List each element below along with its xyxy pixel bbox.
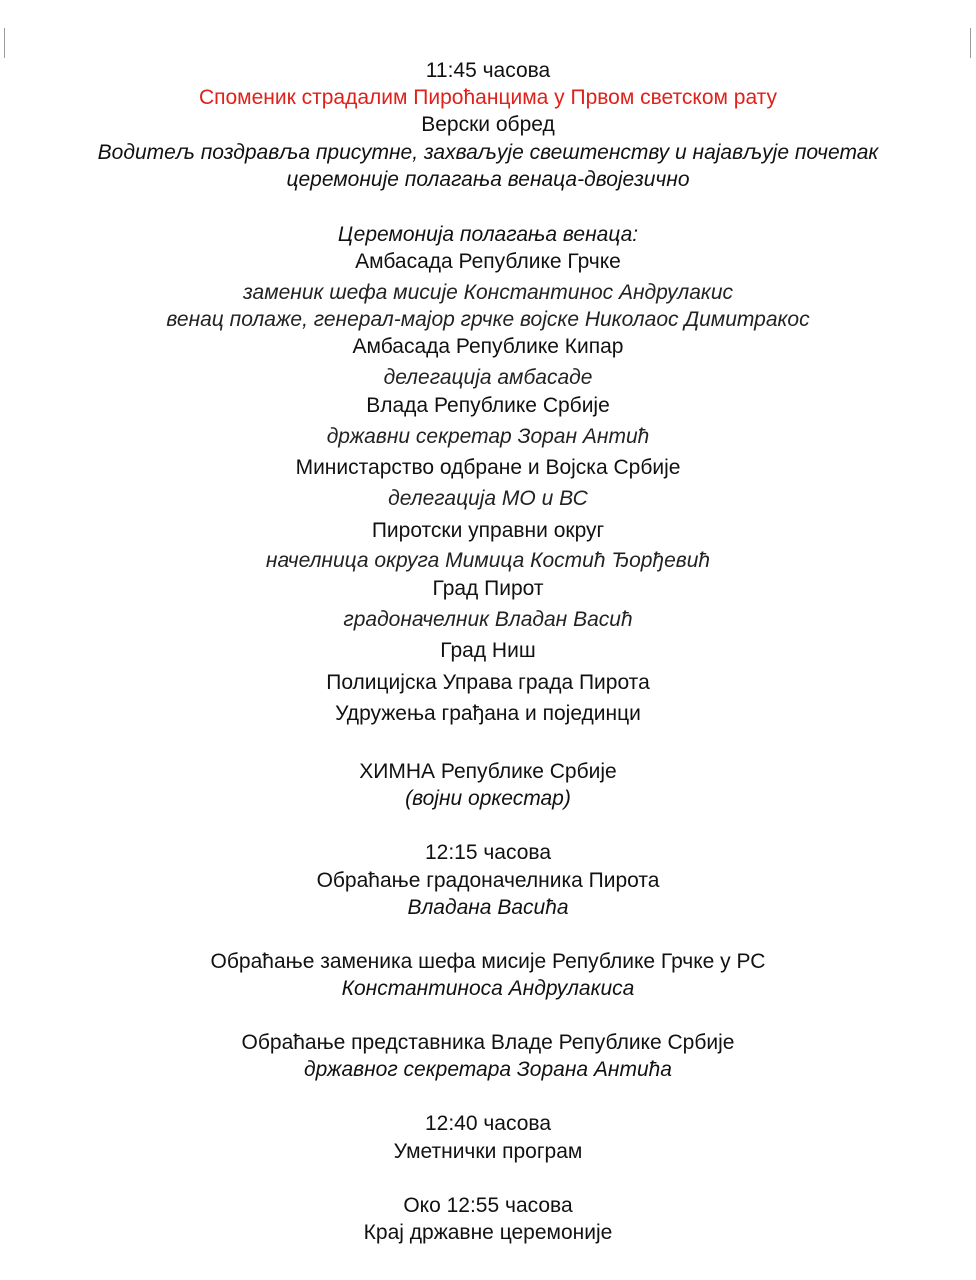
greece-embassy: Амбасада Републике Грчке: [355, 250, 621, 273]
speech-1-title: Обраћање градоначелника Пирота: [316, 869, 660, 892]
speech-3-name: државног секретара Зорана Антића: [303, 1058, 672, 1081]
time-1255: Око 12:55 часова: [403, 1194, 573, 1217]
city-nis: Град Ниш: [440, 639, 536, 662]
pirot-district: Пиротски управни округ: [371, 519, 605, 542]
defense-detail: делегација МО и ВС: [388, 487, 588, 510]
time-1215: 12:15 часова: [424, 841, 552, 864]
district-detail: начелница округа Мимица Костић Ђорђевић: [265, 549, 711, 572]
time-1240: 12:40 часова: [424, 1112, 552, 1135]
speech-3-title: Обраћање представника Владе Републике Србије: [241, 1031, 735, 1054]
ceremony-title: Церемонија полагања венаца:: [337, 223, 639, 246]
time-1145: 11:45 часова: [425, 59, 551, 82]
defense-ministry: Министарство одбране и Војска Србије: [295, 456, 681, 479]
citizens-associations: Удружења грађана и појединци: [335, 702, 641, 725]
crop-mark-left: [4, 28, 5, 58]
city-pirot: Град Пирот: [432, 577, 544, 600]
pirot-detail: градоначелник Владан Васић: [343, 608, 633, 631]
ceremony-end: Крај државне церемоније: [363, 1221, 613, 1244]
religious-rite: Верски обред: [421, 113, 555, 136]
government-detail: државни секретар Зоран Антић: [326, 425, 650, 448]
location-title: Споменик страдалим Пироћанцима у Првом светском рату: [198, 86, 778, 109]
host-intro-line-2: церемоније полагања венаца-двојезично: [286, 168, 690, 191]
artistic-program: Уметнички програм: [393, 1140, 583, 1163]
speech-2-title: Обраћање заменика шефа мисије Републике Грчке у РС: [210, 950, 766, 973]
cyprus-detail: делегација амбасаде: [383, 366, 593, 389]
greece-detail-2: венац полаже, генерал-мајор грчке војске Николаос Димитракос: [166, 308, 810, 331]
cyprus-embassy: Амбасада Републике Кипар: [352, 335, 624, 358]
greece-detail-1: заменик шефа мисије Константинос Андрулакис: [242, 281, 733, 304]
serbian-government: Влада Републике Србије: [366, 394, 610, 417]
anthem-title: ХИМНА Републике Србије: [359, 760, 617, 783]
speech-2-name: Константиноса Андрулакиса: [341, 977, 635, 1000]
anthem-performer: (војни оркестар): [405, 787, 571, 810]
crop-mark-right: [970, 28, 971, 58]
speech-1-name: Владана Васића: [407, 896, 569, 919]
police-administration: Полицијска Управа града Пирота: [326, 671, 650, 694]
host-intro-line-1: Водитељ поздравља присутне, захваљује свештенству и најављује почетак: [97, 141, 879, 164]
